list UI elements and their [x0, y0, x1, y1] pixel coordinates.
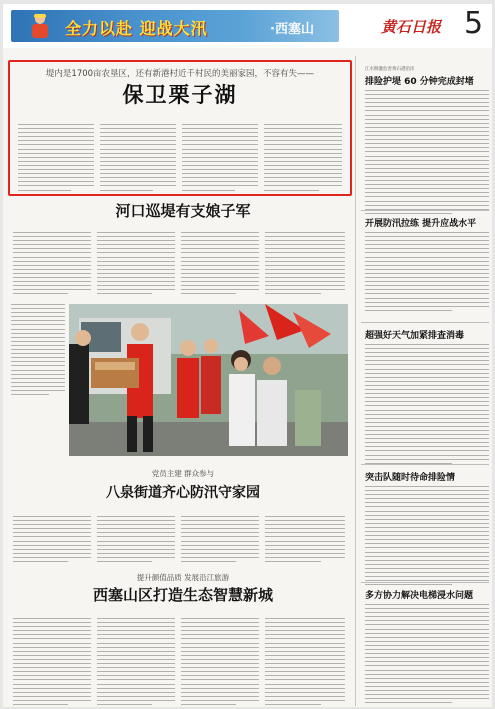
divider: [361, 582, 489, 583]
divider: [361, 322, 489, 323]
banner-slogan: 全力以赴 迎战大汛: [65, 19, 208, 38]
page-banner: [3, 4, 492, 48]
newspaper-page: [3, 4, 492, 707]
right-article-title-4[interactable]: 突击队随时待命排险情: [365, 473, 456, 483]
article-text-column: [13, 232, 91, 298]
article-text-column: [18, 124, 94, 194]
article-text-column: [264, 124, 342, 194]
right-article-title-3[interactable]: 超强好天气加紧排查消毒: [365, 331, 465, 341]
article-text-column: [97, 232, 175, 298]
right-article-title-2[interactable]: 开展防汛拉练 提升应战水平: [365, 219, 477, 229]
article-text-column: [365, 90, 489, 217]
article-text-column: [181, 618, 259, 707]
article-headline: 保卫栗子湖: [122, 82, 238, 107]
banner-district: ·西塞山: [270, 22, 314, 37]
newspaper-masthead: 黄石日报: [381, 18, 442, 36]
article-text-column: [100, 124, 176, 194]
article-text-column: [265, 232, 345, 298]
article-text-column: [365, 604, 489, 706]
article-text-column: [265, 618, 345, 707]
right-article-title-5[interactable]: 多方协力解决电梯浸水问题: [365, 591, 474, 601]
highlighted-article[interactable]: [8, 60, 352, 196]
column-divider: [355, 56, 356, 706]
worker-figure-icon: [23, 12, 57, 40]
article-text-column: [13, 618, 91, 707]
article-headline-3[interactable]: 八泉街道齐心防汛守家园: [106, 485, 260, 501]
article-kicker: 堤内是1700亩农垦区，还有新港村近千村民的美丽家园，不容有失——: [45, 69, 315, 79]
article-headline-2[interactable]: 河口巡堤有支娘子军: [115, 202, 251, 220]
right-article-title-1[interactable]: 排险护堤 60 分钟完成封堵: [365, 77, 474, 87]
right-article-kicker-1: 江水倒灌危害黄石港沿岸: [365, 67, 415, 72]
article-text-column: [265, 516, 345, 565]
volunteers-photo: [69, 304, 348, 456]
article-text-column: [11, 304, 65, 398]
article-text-column: [365, 344, 489, 467]
article-text-column: [97, 618, 175, 707]
article-kicker-3: 党员主建 群众参与: [151, 469, 215, 478]
page-number: 5: [464, 6, 484, 41]
divider: [361, 464, 489, 465]
divider: [361, 210, 489, 211]
article-text-column: [365, 486, 489, 588]
article-text-column: [365, 232, 489, 314]
article-text-column: [13, 516, 91, 565]
article-kicker-4: 提升颜值品质 发展沿江旅游: [136, 573, 230, 582]
article-text-column: [97, 516, 175, 565]
article-text-column: [182, 124, 258, 194]
article-text-column: [181, 516, 259, 565]
article-text-column: [181, 232, 259, 298]
article-headline-4[interactable]: 西塞山区打造生态智慧新城: [92, 586, 273, 604]
